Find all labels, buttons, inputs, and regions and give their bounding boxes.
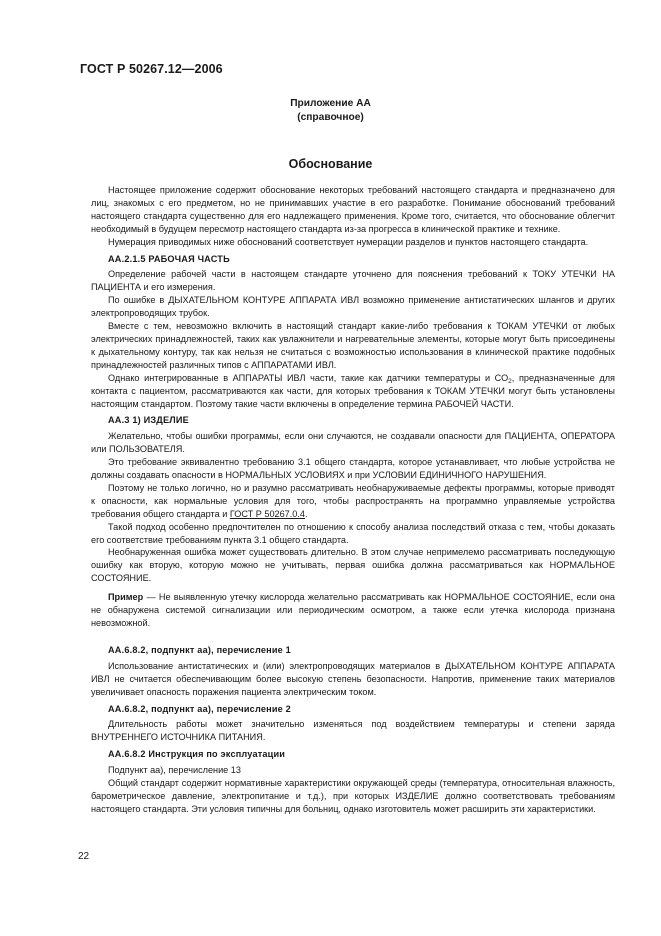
- paragraph: Желательно, чтобы ошибки программы, если они случаются, не создавали опасности для ПАЦИЕНТА, ОПЕРАТОРА или ПОЛЬЗОВАТЕЛЯ.: [91, 431, 615, 455]
- annex-heading: [0, 97, 661, 125]
- clause-heading: АА.6.8.2 Инструкция по эксплуатации: [108, 749, 286, 760]
- standard-reference-link[interactable]: ГОСТ Р 50267.0.4: [229, 508, 305, 519]
- text-run: .: [304, 508, 308, 519]
- paragraph: Такой подход особенно предпочтителен по отношению к способу анализа последствий отказа с тем, чтобы доказать его соответствие требованиям пункта 3.1 общего стандарта.: [91, 521, 615, 545]
- clause-heading: АА.6.8.2, подпункт аа), перечисление 1: [108, 644, 291, 655]
- paragraph: Длительность работы может значительно изменяться под воздействием температуры и степени заряда ВНУТРЕННЕГО ИСТОЧНИКА ПИТАНИЯ.: [91, 719, 615, 743]
- text-run: Однако интегрированные в АППАРАТЫ ИВЛ части, такие как датчики температуры и СО: [108, 372, 509, 383]
- clause-heading: АА.6.8.2, подпункт аа), перечисление 2: [108, 703, 291, 714]
- paragraph: Настоящее приложение содержит обоснование некоторых требований настоящего стандарта и предназначено для лиц, знакомых с его предметом, но не принимавших участие в его разработке. Понимание обоснований требований настоящего стандарта существенно для его надлежащего применения. Кроме того, считается, что обоснование облегчит необходимый в будущем пересмотр настоящего стандарта из-за прогресса в клинической практике и технике.: [91, 185, 615, 234]
- paragraph: Использование антистатических и (или) электропроводящих материалов в ДЫХАТЕЛЬНОМ КОНТУРЕ АППАРАТА ИВЛ не считается обеспечивающим более высокую степень безопасности. Напротив, применение таких материалов увеличивает опасность поражения пациента электрическим током.: [91, 660, 615, 697]
- annex-title: Приложение АА: [290, 98, 371, 109]
- paragraph: Общий стандарт содержит нормативные характеристики окружающей среды (температура, относительная влажность, барометрическое давление, электропитание и т.д.), при которых ИЗДЕЛИЕ должно соответствовать требованиям настоящего стандарта. Эти условия типичны для больниц, однако изготовитель может расширить эти характеристики.: [91, 778, 615, 814]
- document-body: [91, 184, 615, 816]
- example-paragraph: [91, 591, 615, 630]
- standard-header: ГОСТ Р 50267.12—2006: [80, 62, 223, 76]
- clause-heading: АА.3 1) ИЗДЕЛИЕ: [108, 415, 189, 426]
- paragraph: Вместе с тем, невозможно включить в настоящий стандарт какие-либо требования к ТОКАМ УТЕЧКИ от любых электрических принадлежностей, таких как увлажнители и нагревательные элементы, которые могут быть присоединены к дыхательному контуру, так как нельзя не считаться с возможностью использования в клинической практике подобных принадлежностей различных типов с АППАРАТАМИ ИВЛ.: [91, 321, 615, 370]
- paragraph: Это требование эквивалентно требованию 3.1 общего стандарта, которое устанавливает, что любые устройства не должны создавать опасности в НОРМАЛЬНЫХ УСЛОВИЯХ и при УСЛОВИИ ЕДИНИЧНОГО НАРУШЕНИЯ.: [91, 457, 615, 481]
- paragraph: Нумерация приводимых ниже обоснований соответствует нумерации разделов и пунктов настоящего стандарта.: [108, 236, 589, 247]
- text-run: , предназначенные для контакта с пациентом, рассматриваются как части, для которых требования к ТОКАМ УТЕЧКИ могут быть установлены настоящим стандартом. Поэтому такие части включены в определение термина РАБОЧЕЙ ЧАСТИ.: [91, 372, 616, 409]
- page-number: 22: [78, 851, 90, 862]
- paragraph: По ошибке в ДЫХАТЕЛЬНОМ КОНТУРЕ АППАРАТА ИВЛ возможно применение антистатических шлангов и других электропроводящих трубок.: [91, 295, 615, 319]
- text-run: Поэтому не только логично, но и разумно рассматривать необнаруживаемые дефекты программы, которые приводят к опасности, как нормальные условия для того, чтобы распространять на программно управляемые устройства требования общего стандарта и: [91, 482, 615, 519]
- paragraph: [91, 482, 615, 521]
- paragraph: Определение рабочей части в настоящем стандарте уточнено для пояснения требований к ТОКУ УТЕЧКИ НА ПАЦИЕНТА и его измерения.: [91, 269, 615, 293]
- paragraph: Подпункт аа), перечисление 13: [108, 765, 241, 776]
- clause-heading: АА.2.1.5 РАБОЧАЯ ЧАСТЬ: [108, 253, 230, 264]
- annex-note: (справочное): [297, 112, 364, 123]
- subscript: 2: [508, 377, 512, 385]
- text-run: — Не выявленную утечку кислорода желательно рассматривать как НОРМАЛЬНОЕ СОСТОЯНИЕ, если она не обнаружена системой сигнализации или периодическим осмотром, а также если утечка кислорода признана невозможной.: [91, 592, 615, 628]
- paragraph: Необнаруженная ошибка может существовать длительно. В этом случае непримелемо рассматривать последующую ошибку как вторую, которую можно не учитывать, первая ошибка должна рассматриваться как НОРМАЛЬНОЕ СОСТОЯНИЕ.: [91, 547, 615, 584]
- paragraph: [91, 372, 615, 411]
- section-title: Обоснование: [288, 157, 373, 171]
- example-label: Пример: [108, 592, 144, 603]
